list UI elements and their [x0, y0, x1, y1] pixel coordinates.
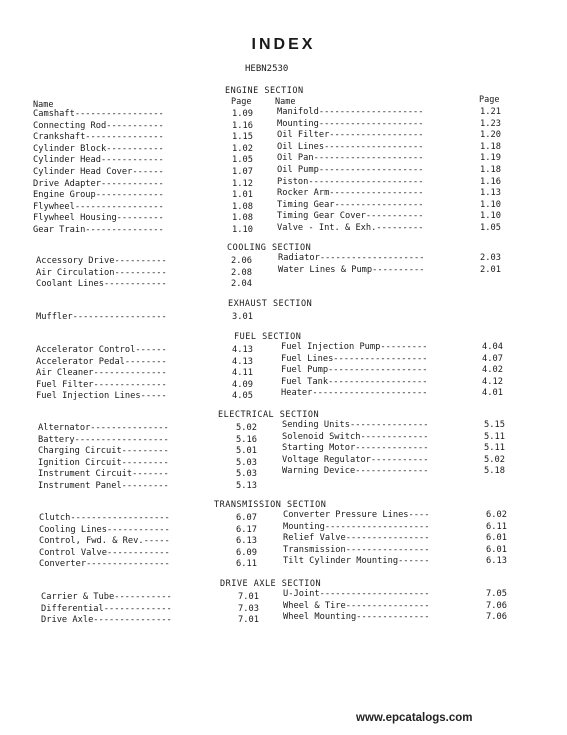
entry-page: 5.11: [484, 431, 505, 442]
entry-page: 7.05: [486, 589, 507, 599]
entry-name: Starting Motor--------------: [282, 443, 429, 454]
entry-name: Control, Fwd. & Rev.-----: [39, 536, 170, 547]
entry-page: 6.13: [486, 556, 507, 567]
entry-name: Cylinder Block-----------: [33, 143, 164, 154]
section-title: EXHAUST SECTION: [228, 299, 313, 309]
entry-name: Relief Valve----------------: [283, 533, 430, 544]
entry-page: 1.13: [480, 188, 501, 199]
entry-name: Wheel Mounting--------------: [283, 612, 430, 623]
entry-name: Cylinder Head------------: [33, 155, 164, 166]
entry-page: 6.07: [236, 513, 257, 523]
entry-page: 5.18: [484, 466, 505, 477]
entry-name: Fuel Injection Lines-----: [36, 391, 167, 402]
entry-page: 5.15: [484, 420, 505, 430]
entry-name: Fuel Lines------------------: [281, 353, 428, 364]
entry-page: 1.02: [232, 143, 253, 154]
entry-page: 1.08: [232, 201, 253, 212]
entry-name: Differential-------------: [41, 603, 172, 614]
entry-name: Solenoid Switch-------------: [282, 431, 429, 442]
entry-name: Mounting--------------------: [283, 521, 430, 532]
entry-name: Piston----------------------: [277, 176, 424, 187]
entry-page: 6.09: [236, 547, 257, 558]
entry-name: Warning Device--------------: [282, 466, 429, 477]
page-header-left: Page: [231, 97, 252, 107]
entry-page: 5.02: [236, 423, 257, 433]
entry-name: U-Joint---------------------: [283, 589, 430, 599]
entry-name: Camshaft-----------------: [33, 109, 164, 119]
entry-page: 1.18: [480, 141, 501, 152]
entry-name: Fuel Filter--------------: [36, 379, 167, 390]
document-number: HEBN2530: [245, 64, 289, 74]
entry-page: 6.11: [236, 559, 257, 570]
entry-name: Accessory Drive----------: [36, 256, 167, 266]
entry-name: Rocker Arm------------------: [277, 188, 424, 199]
entry-name: Alternator---------------: [38, 423, 169, 433]
entry-page: 1.18: [480, 165, 501, 175]
entry-page: 2.08: [231, 267, 252, 278]
entry-page: 1.10: [480, 199, 501, 210]
entry-name: Water Lines & Pump----------: [278, 264, 425, 275]
entry-page: 1.19: [480, 153, 501, 164]
page-title: INDEX: [251, 36, 316, 53]
page-header-right: Page: [479, 95, 500, 105]
entry-name: Timing Gear-----------------: [277, 199, 424, 210]
entry-page: 7.06: [486, 612, 507, 623]
entry-page: 3.01: [232, 312, 253, 322]
entry-page: 4.13: [232, 345, 253, 355]
entry-page: 1.05: [480, 223, 501, 233]
entry-page: 1.07: [232, 167, 253, 177]
entry-page: 5.11: [484, 443, 505, 454]
entry-page: 1.08: [232, 213, 253, 224]
entry-page: 2.06: [231, 256, 252, 266]
section-title: FUEL SECTION: [234, 332, 302, 342]
entry-page: 1.20: [480, 130, 501, 141]
entry-page: 1.15: [232, 132, 253, 143]
entry-page: 1.21: [480, 107, 501, 117]
entry-name: Ignition Circuit---------: [38, 457, 169, 468]
entry-name: Manifold--------------------: [277, 107, 424, 117]
entry-name: Cooling Lines------------: [39, 524, 170, 535]
entry-name: Connecting Rod-----------: [33, 120, 164, 131]
entry-page: 1.16: [480, 176, 501, 187]
entry-page: 1.10: [480, 211, 501, 222]
entry-page: 1.05: [232, 155, 253, 166]
entry-page: 4.04: [482, 342, 503, 352]
entry-name: Clutch-------------------: [39, 513, 170, 523]
entry-page: 6.13: [236, 536, 257, 547]
entry-page: 4.12: [482, 376, 503, 387]
entry-name: Oil Filter------------------: [277, 130, 424, 141]
entry-name: Accelerator Control------: [36, 345, 167, 355]
entry-name: Wheel & Tire----------------: [283, 600, 430, 611]
entry-page: 2.01: [480, 264, 501, 275]
entry-page: 5.16: [236, 434, 257, 445]
entry-page: 1.12: [232, 178, 253, 189]
section-title: TRANSMISSION SECTION: [214, 500, 327, 510]
entry-name: Carrier & Tube-----------: [41, 592, 172, 602]
entry-name: Converter Pressure Lines----: [283, 510, 430, 520]
entry-page: 4.07: [482, 353, 503, 364]
entry-name: Flywheel Housing---------: [33, 213, 164, 224]
section-title: COOLING SECTION: [227, 243, 312, 253]
entry-page: 1.23: [480, 118, 501, 129]
entry-name: Oil Lines-------------------: [277, 141, 424, 152]
entry-name: Fuel Tank-------------------: [281, 376, 428, 387]
entry-name: Oil Pump--------------------: [277, 165, 424, 175]
entry-name: Drive Axle---------------: [41, 615, 172, 626]
entry-page: 6.17: [236, 524, 257, 535]
entry-name: Oil Pan---------------------: [277, 153, 424, 164]
entry-page: 5.01: [236, 446, 257, 457]
entry-page: 1.09: [232, 109, 253, 119]
entry-page: 5.02: [484, 454, 505, 465]
entry-name: Engine Group-------------: [33, 190, 164, 201]
name-header-right: Name: [275, 97, 296, 107]
entry-name: Instrument Circuit-------: [38, 469, 169, 480]
entry-name: Instrument Panel---------: [38, 481, 169, 491]
entry-page: 1.01: [232, 190, 253, 201]
entry-page: 6.01: [486, 533, 507, 544]
entry-name: Timing Gear Cover-----------: [277, 211, 424, 222]
entry-page: 6.11: [486, 521, 507, 532]
entry-page: 4.09: [232, 379, 253, 390]
entry-page: 4.02: [482, 365, 503, 376]
entry-name: Sending Units---------------: [282, 420, 429, 430]
entry-name: Drive Adapter------------: [33, 178, 164, 189]
entry-name: Accelerator Pedal--------: [36, 356, 167, 367]
entry-name: Mounting--------------------: [277, 118, 424, 129]
entry-name: Cylinder Head Cover------: [33, 167, 164, 177]
entry-page: 6.02: [486, 510, 507, 520]
entry-name: Converter----------------: [39, 559, 170, 570]
entry-page: 4.01: [482, 388, 503, 399]
entry-page: 6.01: [486, 544, 507, 555]
entry-name: Coolant Lines------------: [36, 279, 167, 290]
name-header-left: Name: [33, 100, 54, 110]
entry-name: Battery------------------: [38, 434, 169, 445]
entry-page: 2.04: [231, 279, 252, 290]
entry-page: 4.13: [232, 356, 253, 367]
entry-name: Voltage Regulator-----------: [282, 454, 429, 465]
footer-url: www.epcatalogs.com: [356, 712, 473, 724]
entry-name: Muffler------------------: [36, 312, 167, 322]
entry-name: Fuel Pump-------------------: [281, 365, 428, 376]
entry-page: 7.06: [486, 600, 507, 611]
entry-page: 5.03: [236, 457, 257, 468]
entry-name: Air Cleaner--------------: [36, 368, 167, 379]
entry-name: Crankshaft---------------: [33, 132, 164, 143]
entry-page: 4.11: [232, 368, 253, 379]
entry-name: Charging Circuit---------: [38, 446, 169, 457]
entry-name: Gear Train---------------: [33, 225, 164, 235]
entry-name: Radiator--------------------: [278, 253, 425, 263]
entry-name: Heater----------------------: [281, 388, 428, 399]
entry-name: Flywheel-----------------: [33, 201, 164, 212]
entry-name: Tilt Cylinder Mounting------: [283, 556, 430, 567]
section-title: DRIVE AXLE SECTION: [220, 579, 322, 589]
entry-page: 7.01: [238, 615, 259, 626]
entry-page: 1.10: [232, 225, 253, 235]
section-title: ENGINE SECTION: [225, 86, 304, 96]
entry-page: 4.05: [232, 391, 253, 402]
entry-page: 5.03: [236, 469, 257, 480]
entry-name: Air Circulation----------: [36, 267, 167, 278]
section-title: ELECTRICAL SECTION: [218, 410, 320, 420]
entry-page: 5.13: [236, 481, 257, 491]
entry-name: Fuel Injection Pump---------: [281, 342, 428, 352]
entry-page: 1.16: [232, 120, 253, 131]
entry-name: Transmission----------------: [283, 544, 430, 555]
entry-page: 2.03: [480, 253, 501, 263]
entry-name: Valve - Int. & Exh.---------: [277, 223, 424, 233]
entry-page: 7.03: [238, 603, 259, 614]
entry-name: Control Valve------------: [39, 547, 170, 558]
entry-page: 7.01: [238, 592, 259, 602]
